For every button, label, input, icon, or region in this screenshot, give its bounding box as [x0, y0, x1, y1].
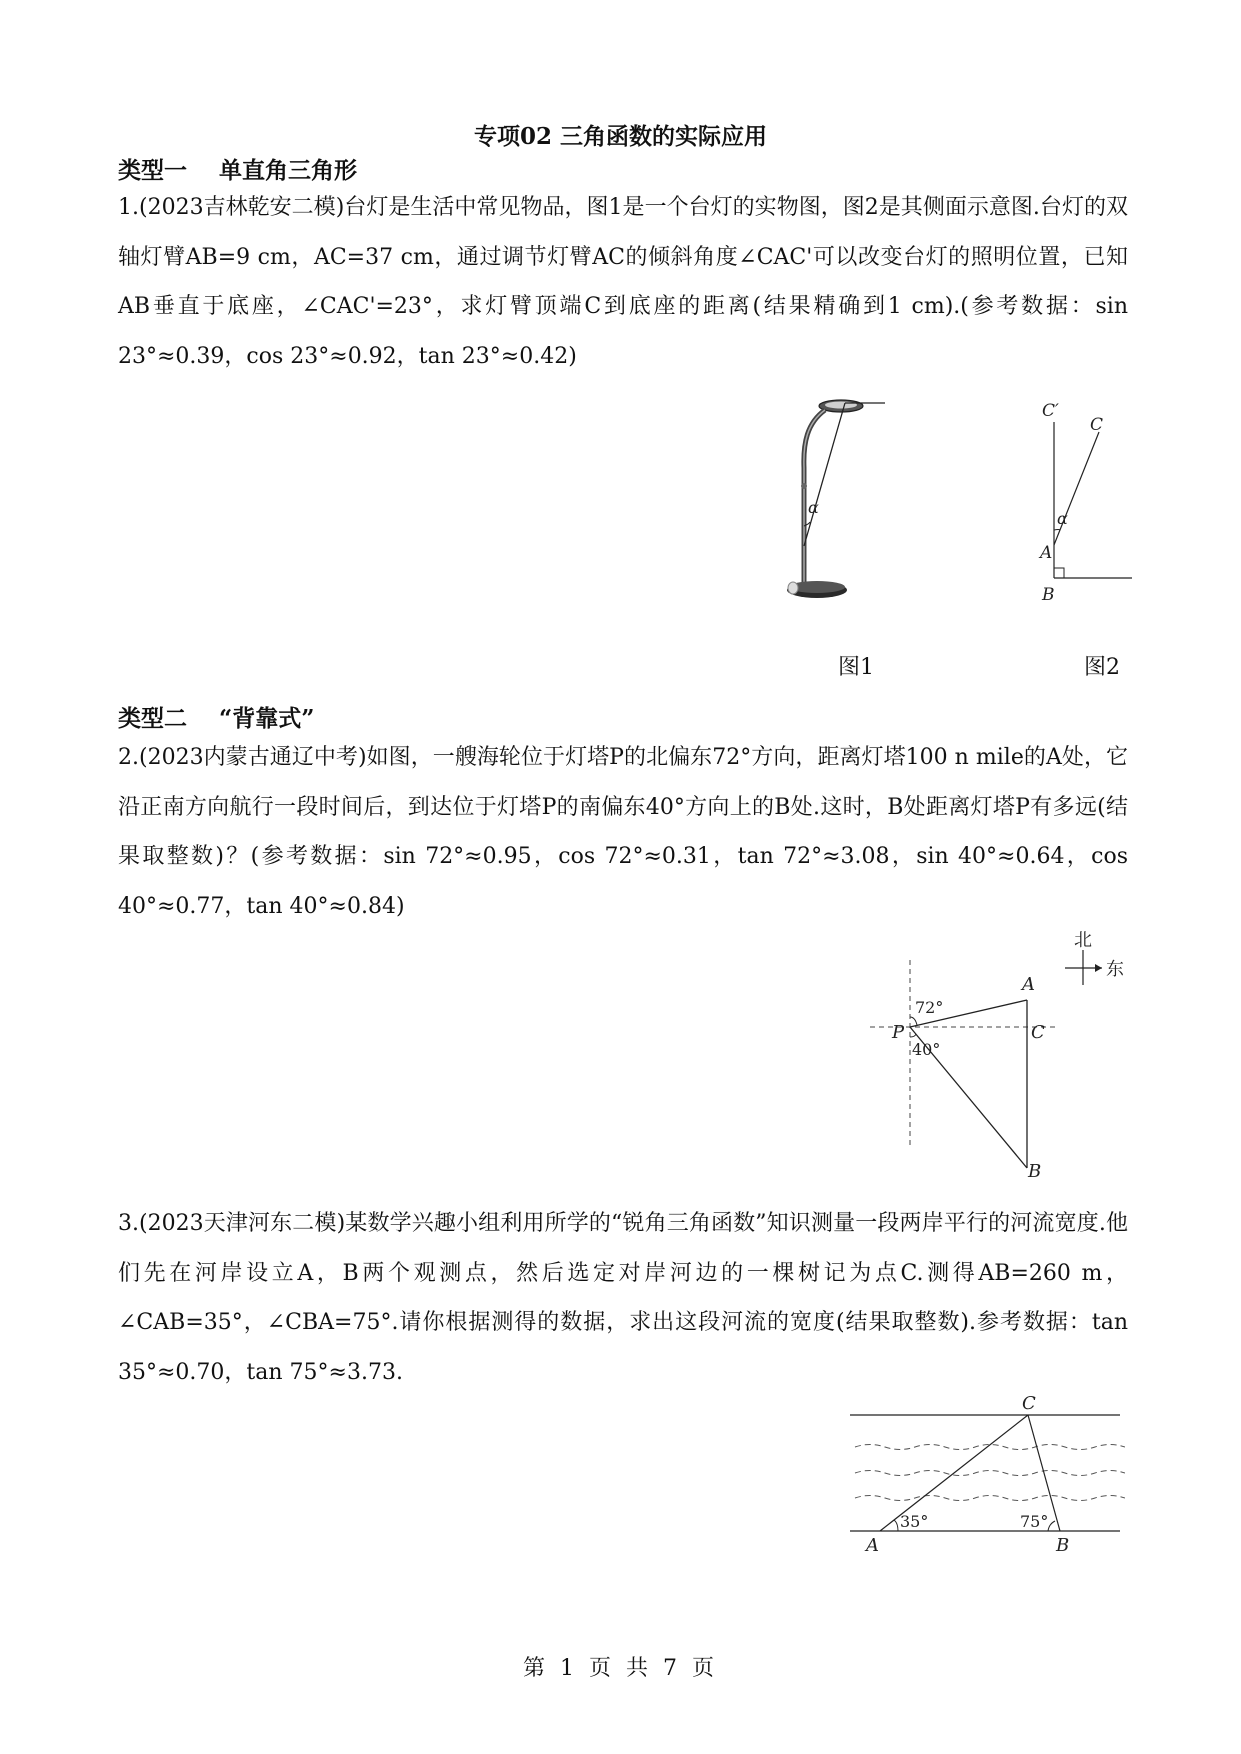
- page-title: 专项02 三角函数的实际应用: [473, 123, 767, 150]
- figure-1-angle-label: α: [808, 498, 819, 517]
- label-a: A: [1022, 974, 1035, 995]
- angle-75-label: 75°: [1020, 1512, 1049, 1531]
- figure-1-lamp: [785, 398, 905, 608]
- compass-east-label: 东: [1106, 959, 1124, 980]
- figure-1-caption: 图1: [838, 655, 874, 680]
- figure-2-caption: 图2: [1084, 655, 1120, 680]
- label-p: P: [892, 1022, 905, 1043]
- problem-2: [118, 733, 1128, 931]
- label-a: A: [1040, 543, 1053, 563]
- label-c-prime: C′: [1042, 402, 1059, 421]
- angle-35-label: 35°: [900, 1512, 929, 1531]
- angle-40-label: 40°: [912, 1040, 941, 1059]
- problem-3: [118, 1199, 1128, 1397]
- label-b: B: [1042, 585, 1055, 605]
- label-c: C: [1031, 1022, 1045, 1043]
- problem-1: [118, 183, 1128, 381]
- label-b: B: [1028, 1161, 1042, 1180]
- section-heading-type1: 类型一 单直角三角形: [118, 157, 358, 184]
- section-heading-type2: 类型二 “背靠式”: [118, 705, 315, 732]
- figure-2-side-view: [1032, 402, 1136, 612]
- angle-72-label: 72°: [915, 998, 944, 1017]
- label-c: C: [1090, 415, 1104, 435]
- problem-1-text: 1.(2023吉林乾安二模)台灯是生活中常见物品，图1是一个台灯的实物图，图2是其侧面示意图.台灯的双轴灯臂AB=9 cm，AC=37 cm，通过调节灯臂AC的倾斜角度∠CAC'可以改变台灯的照明位置，已知AB垂直于底座，∠CAC'=23°，求灯臂顶端C到底座的距离(结果精确到1 cm).(参考数据：sin 23°≈0.39，cos 23°≈0.92，tan 23°≈0.42): [118, 195, 1128, 369]
- compass-north-label: 北: [1074, 930, 1092, 951]
- problem-2-text: 2.(2023内蒙古通辽中考)如图，一艘海轮位于灯塔P的北偏东72°方向，距离灯塔100 n mile的A处，它沿正南方向航行一段时间后，到达位于灯塔P的南偏东40°方向上的B处.这时，B处距离灯塔P有多远(结果取整数)？(参考数据：sin 72°≈0.95，cos 72°≈0.31，tan 72°≈3.08，sin 40°≈0.64，cos 40°≈0.77，tan 40°≈0.84): [118, 745, 1128, 919]
- label-a: A: [866, 1535, 879, 1556]
- figure-4-river: [850, 1395, 1125, 1565]
- label-b: B: [1056, 1535, 1070, 1556]
- figure-3-lighthouse: [870, 930, 1130, 1180]
- figure-2-angle-label: α: [1057, 509, 1068, 528]
- problem-3-text: 3.(2023天津河东二模)某数学兴趣小组利用所学的“锐角三角函数”知识测量一段两岸平行的河流宽度.他们先在河岸设立A，B两个观测点，然后选定对岸河边的一棵树记为点C.测得AB=260 m，∠CAB=35°，∠CBA=75°.请你根据测得的数据，求出这段河流的宽度(结果取整数).参考数据：tan 35°≈0.70，tan 75°≈3.73.: [118, 1211, 1128, 1385]
- page-footer: 第 1 页 共 7 页: [523, 1656, 718, 1681]
- label-c: C: [1022, 1395, 1036, 1414]
